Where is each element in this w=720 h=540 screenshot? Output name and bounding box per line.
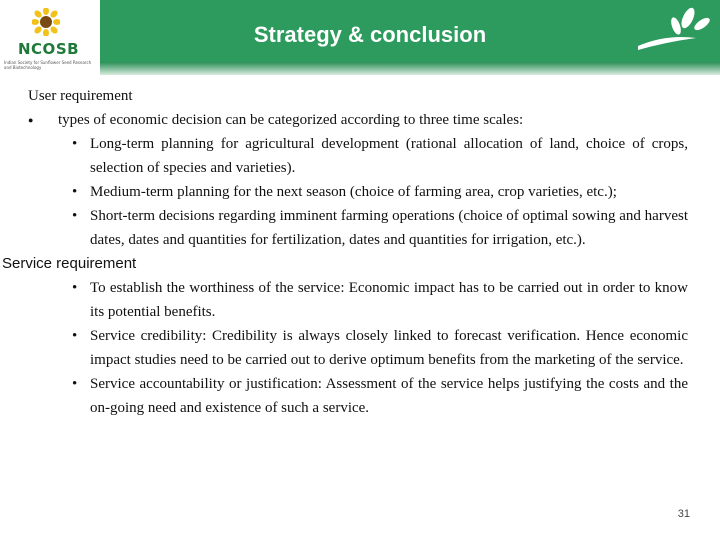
sub-bullet-item (28, 324, 688, 372)
bullet-icon: • (72, 184, 78, 200)
logo (0, 0, 100, 80)
bullet-icon: • (72, 136, 78, 152)
leaf-sprig-icon (636, 4, 716, 54)
sub-bullet-item (28, 132, 688, 180)
circle-bullet-icon: ● (28, 115, 34, 125)
sunflower-icon (32, 8, 60, 36)
sub-bullet-item (28, 180, 688, 204)
section-heading-service: Service requirement (2, 255, 137, 272)
section-heading-user: User requirement (28, 88, 133, 104)
bullet-item (28, 108, 688, 132)
bullet-icon: • (72, 328, 78, 344)
bullet-text: types of economic decision can be categorized according to three time scales: (58, 112, 524, 128)
header-band (0, 62, 720, 75)
sub-bullet-item (28, 276, 688, 324)
sub-bullet-text: Service accountability or justification: Assessment of the service helps justifying the costs and the on-going need and existence of such a service. (90, 376, 688, 416)
page-number: 31 (677, 508, 690, 520)
sub-bullet-text: Service credibility: Credibility is always closely linked to forecast verification. Hence economic impact studies need to be carried out to derive optimum benefits from the marketing of the service. (90, 328, 688, 368)
sub-bullet-text: To establish the worthiness of the service: Economic impact has to be carried out in order to know its potential benefits. (90, 280, 688, 320)
sub-bullet-text: Long-term planning for agricultural development (rational allocation of land, choice of crops, selection of species and varieties). (90, 136, 688, 176)
logo-text: NCOSB (18, 40, 80, 58)
sub-bullet-item (28, 204, 688, 252)
logo-subtitle: Indian Society for Sunflower Seed Research and Biotechnology (4, 60, 92, 70)
sub-bullet-item (28, 372, 688, 420)
sub-bullet-text: Medium-term planning for the next season (choice of farming area, crop varieties, etc.); (90, 184, 617, 200)
bullet-icon: • (72, 280, 78, 296)
sub-bullet-text: Short-term decisions regarding imminent farming operations (choice of optimal sowing and harvest dates, dates and quantities for fertilization, dates and quantities for irrigation, etc.). (90, 208, 688, 248)
slide-title: Strategy & conclusion (253, 22, 487, 47)
bullet-icon: • (72, 208, 78, 224)
bullet-icon: • (72, 376, 78, 392)
content-body (2, 84, 688, 420)
